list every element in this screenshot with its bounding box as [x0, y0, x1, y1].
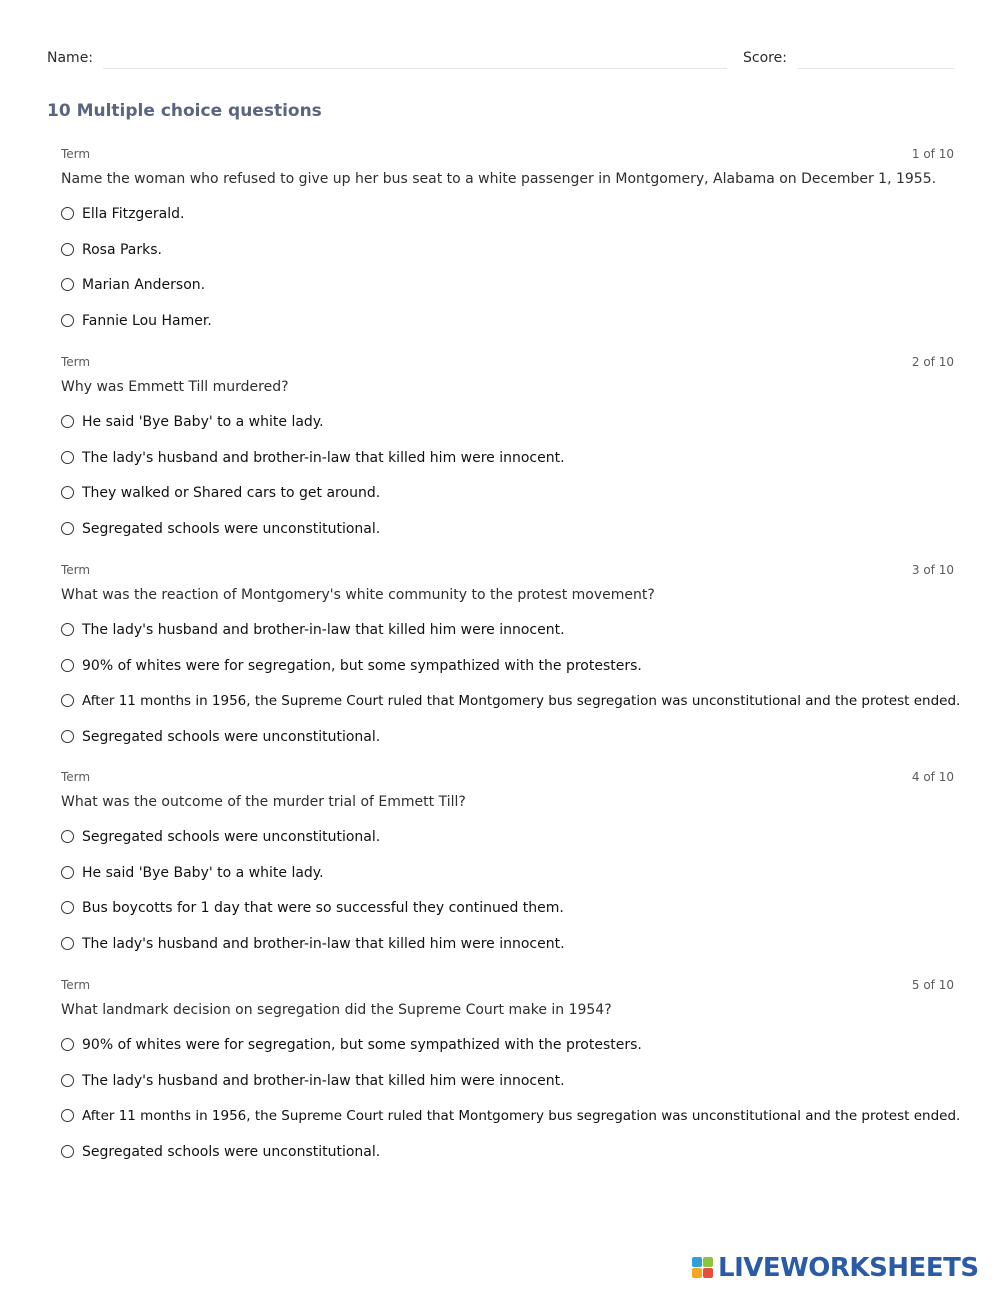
answer-option-label: He said 'Bye Baby' to a white lady. [82, 414, 324, 430]
answer-option[interactable] [61, 693, 961, 713]
answer-option-label: They walked or Shared cars to get around. [82, 485, 381, 501]
question-prompt: What was the outcome of the murder trial of Emmett Till? [61, 794, 466, 810]
logo-blocks-icon [692, 1257, 714, 1279]
answer-option[interactable] [61, 1073, 954, 1093]
answer-option[interactable] [61, 1037, 954, 1057]
radio-circle-icon[interactable] [61, 937, 74, 950]
radio-circle-icon[interactable] [61, 830, 74, 843]
question-5 [61, 978, 961, 1178]
answer-option[interactable] [61, 414, 954, 434]
question-prompt: Why was Emmett Till murdered? [61, 379, 289, 395]
question-prompt: What landmark decision on segregation did the Supreme Court make in 1954? [61, 1002, 612, 1018]
question-counter: 4 of 10 [911, 770, 954, 784]
logo-block [692, 1268, 702, 1278]
answer-option-label: 90% of whites were for segregation, but some sympathized with the protesters. [82, 1037, 642, 1053]
question-counter: 1 of 10 [911, 147, 954, 161]
question-term-label: Term [61, 147, 91, 161]
radio-circle-icon[interactable] [61, 207, 74, 220]
answer-option[interactable] [61, 485, 954, 505]
answer-option[interactable] [61, 865, 954, 885]
question-term-label: Term [61, 563, 91, 577]
answer-option-label: He said 'Bye Baby' to a white lady. [82, 865, 324, 881]
answer-option-label: Segregated schools were unconstitutional. [82, 1144, 381, 1160]
answer-option[interactable] [61, 936, 954, 956]
question-prompt: Name the woman who refused to give up her bus seat to a white passenger in Montgomery, Alabama on December 1, 1955. [61, 171, 937, 187]
score-label: Score: [743, 50, 787, 66]
radio-circle-icon[interactable] [61, 901, 74, 914]
answer-option-label: Rosa Parks. [82, 242, 162, 258]
logo-text: LIVEWORKSHEETS [718, 1253, 979, 1283]
radio-circle-icon[interactable] [61, 415, 74, 428]
answer-option-label: Segregated schools were unconstitutional. [82, 729, 381, 745]
radio-circle-icon[interactable] [61, 730, 74, 743]
answer-option-label: After 11 months in 1956, the Supreme Court ruled that Montgomery bus segregation was unconstitutional and the protest ended. [82, 1108, 961, 1124]
score-field-line[interactable] [798, 68, 954, 69]
logo-block [703, 1257, 713, 1267]
question-3 [61, 563, 961, 763]
question-term-label: Term [61, 355, 91, 369]
radio-circle-icon[interactable] [61, 694, 74, 707]
question-counter: 3 of 10 [911, 563, 954, 577]
answer-option-label: Marian Anderson. [82, 277, 206, 293]
answer-option[interactable] [61, 242, 954, 262]
name-label: Name: [47, 50, 94, 66]
answer-option[interactable] [61, 1144, 954, 1164]
answer-option[interactable] [61, 900, 954, 920]
section-title: 10 Multiple choice questions [47, 101, 322, 121]
radio-circle-icon[interactable] [61, 278, 74, 291]
question-counter: 5 of 10 [911, 978, 954, 992]
name-field-line[interactable] [103, 68, 727, 69]
radio-circle-icon[interactable] [61, 486, 74, 499]
logo-block [703, 1268, 713, 1278]
radio-circle-icon[interactable] [61, 451, 74, 464]
radio-circle-icon[interactable] [61, 1109, 74, 1122]
radio-circle-icon[interactable] [61, 623, 74, 636]
answer-option[interactable] [61, 1108, 961, 1128]
liveworksheets-logo [692, 1253, 992, 1285]
answer-option[interactable] [61, 277, 954, 297]
radio-circle-icon[interactable] [61, 1038, 74, 1051]
answer-option[interactable] [61, 658, 954, 678]
question-counter: 2 of 10 [911, 355, 954, 369]
answer-option[interactable] [61, 521, 954, 541]
answer-option[interactable] [61, 729, 954, 749]
header-row [47, 48, 954, 72]
question-2 [61, 355, 954, 555]
answer-option-label: Bus boycotts for 1 day that were so successful they continued them. [82, 900, 564, 916]
logo-block [692, 1257, 702, 1267]
question-1 [61, 147, 954, 347]
answer-option[interactable] [61, 313, 954, 333]
answer-option-label: The lady's husband and brother-in-law that killed him were innocent. [82, 936, 565, 952]
answer-option[interactable] [61, 622, 954, 642]
radio-circle-icon[interactable] [61, 866, 74, 879]
answer-option[interactable] [61, 829, 954, 849]
radio-circle-icon[interactable] [61, 1145, 74, 1158]
question-prompt: What was the reaction of Montgomery's white community to the protest movement? [61, 587, 655, 603]
question-term-label: Term [61, 978, 91, 992]
answer-option-label: The lady's husband and brother-in-law that killed him were innocent. [82, 450, 565, 466]
radio-circle-icon[interactable] [61, 522, 74, 535]
answer-option[interactable] [61, 450, 954, 470]
answer-option[interactable] [61, 206, 954, 226]
answer-option-label: After 11 months in 1956, the Supreme Court ruled that Montgomery bus segregation was unconstitutional and the protest ended. [82, 693, 961, 709]
answer-option-label: Segregated schools were unconstitutional. [82, 521, 381, 537]
answer-option-label: Segregated schools were unconstitutional. [82, 829, 381, 845]
radio-circle-icon[interactable] [61, 1074, 74, 1087]
answer-option-label: Fannie Lou Hamer. [82, 313, 212, 329]
answer-option-label: Ella Fitzgerald. [82, 206, 185, 222]
answer-option-label: 90% of whites were for segregation, but some sympathized with the protesters. [82, 658, 642, 674]
answer-option-label: The lady's husband and brother-in-law that killed him were innocent. [82, 622, 565, 638]
radio-circle-icon[interactable] [61, 659, 74, 672]
answer-option-label: The lady's husband and brother-in-law that killed him were innocent. [82, 1073, 565, 1089]
radio-circle-icon[interactable] [61, 243, 74, 256]
question-term-label: Term [61, 770, 91, 784]
question-4 [61, 770, 954, 970]
radio-circle-icon[interactable] [61, 314, 74, 327]
